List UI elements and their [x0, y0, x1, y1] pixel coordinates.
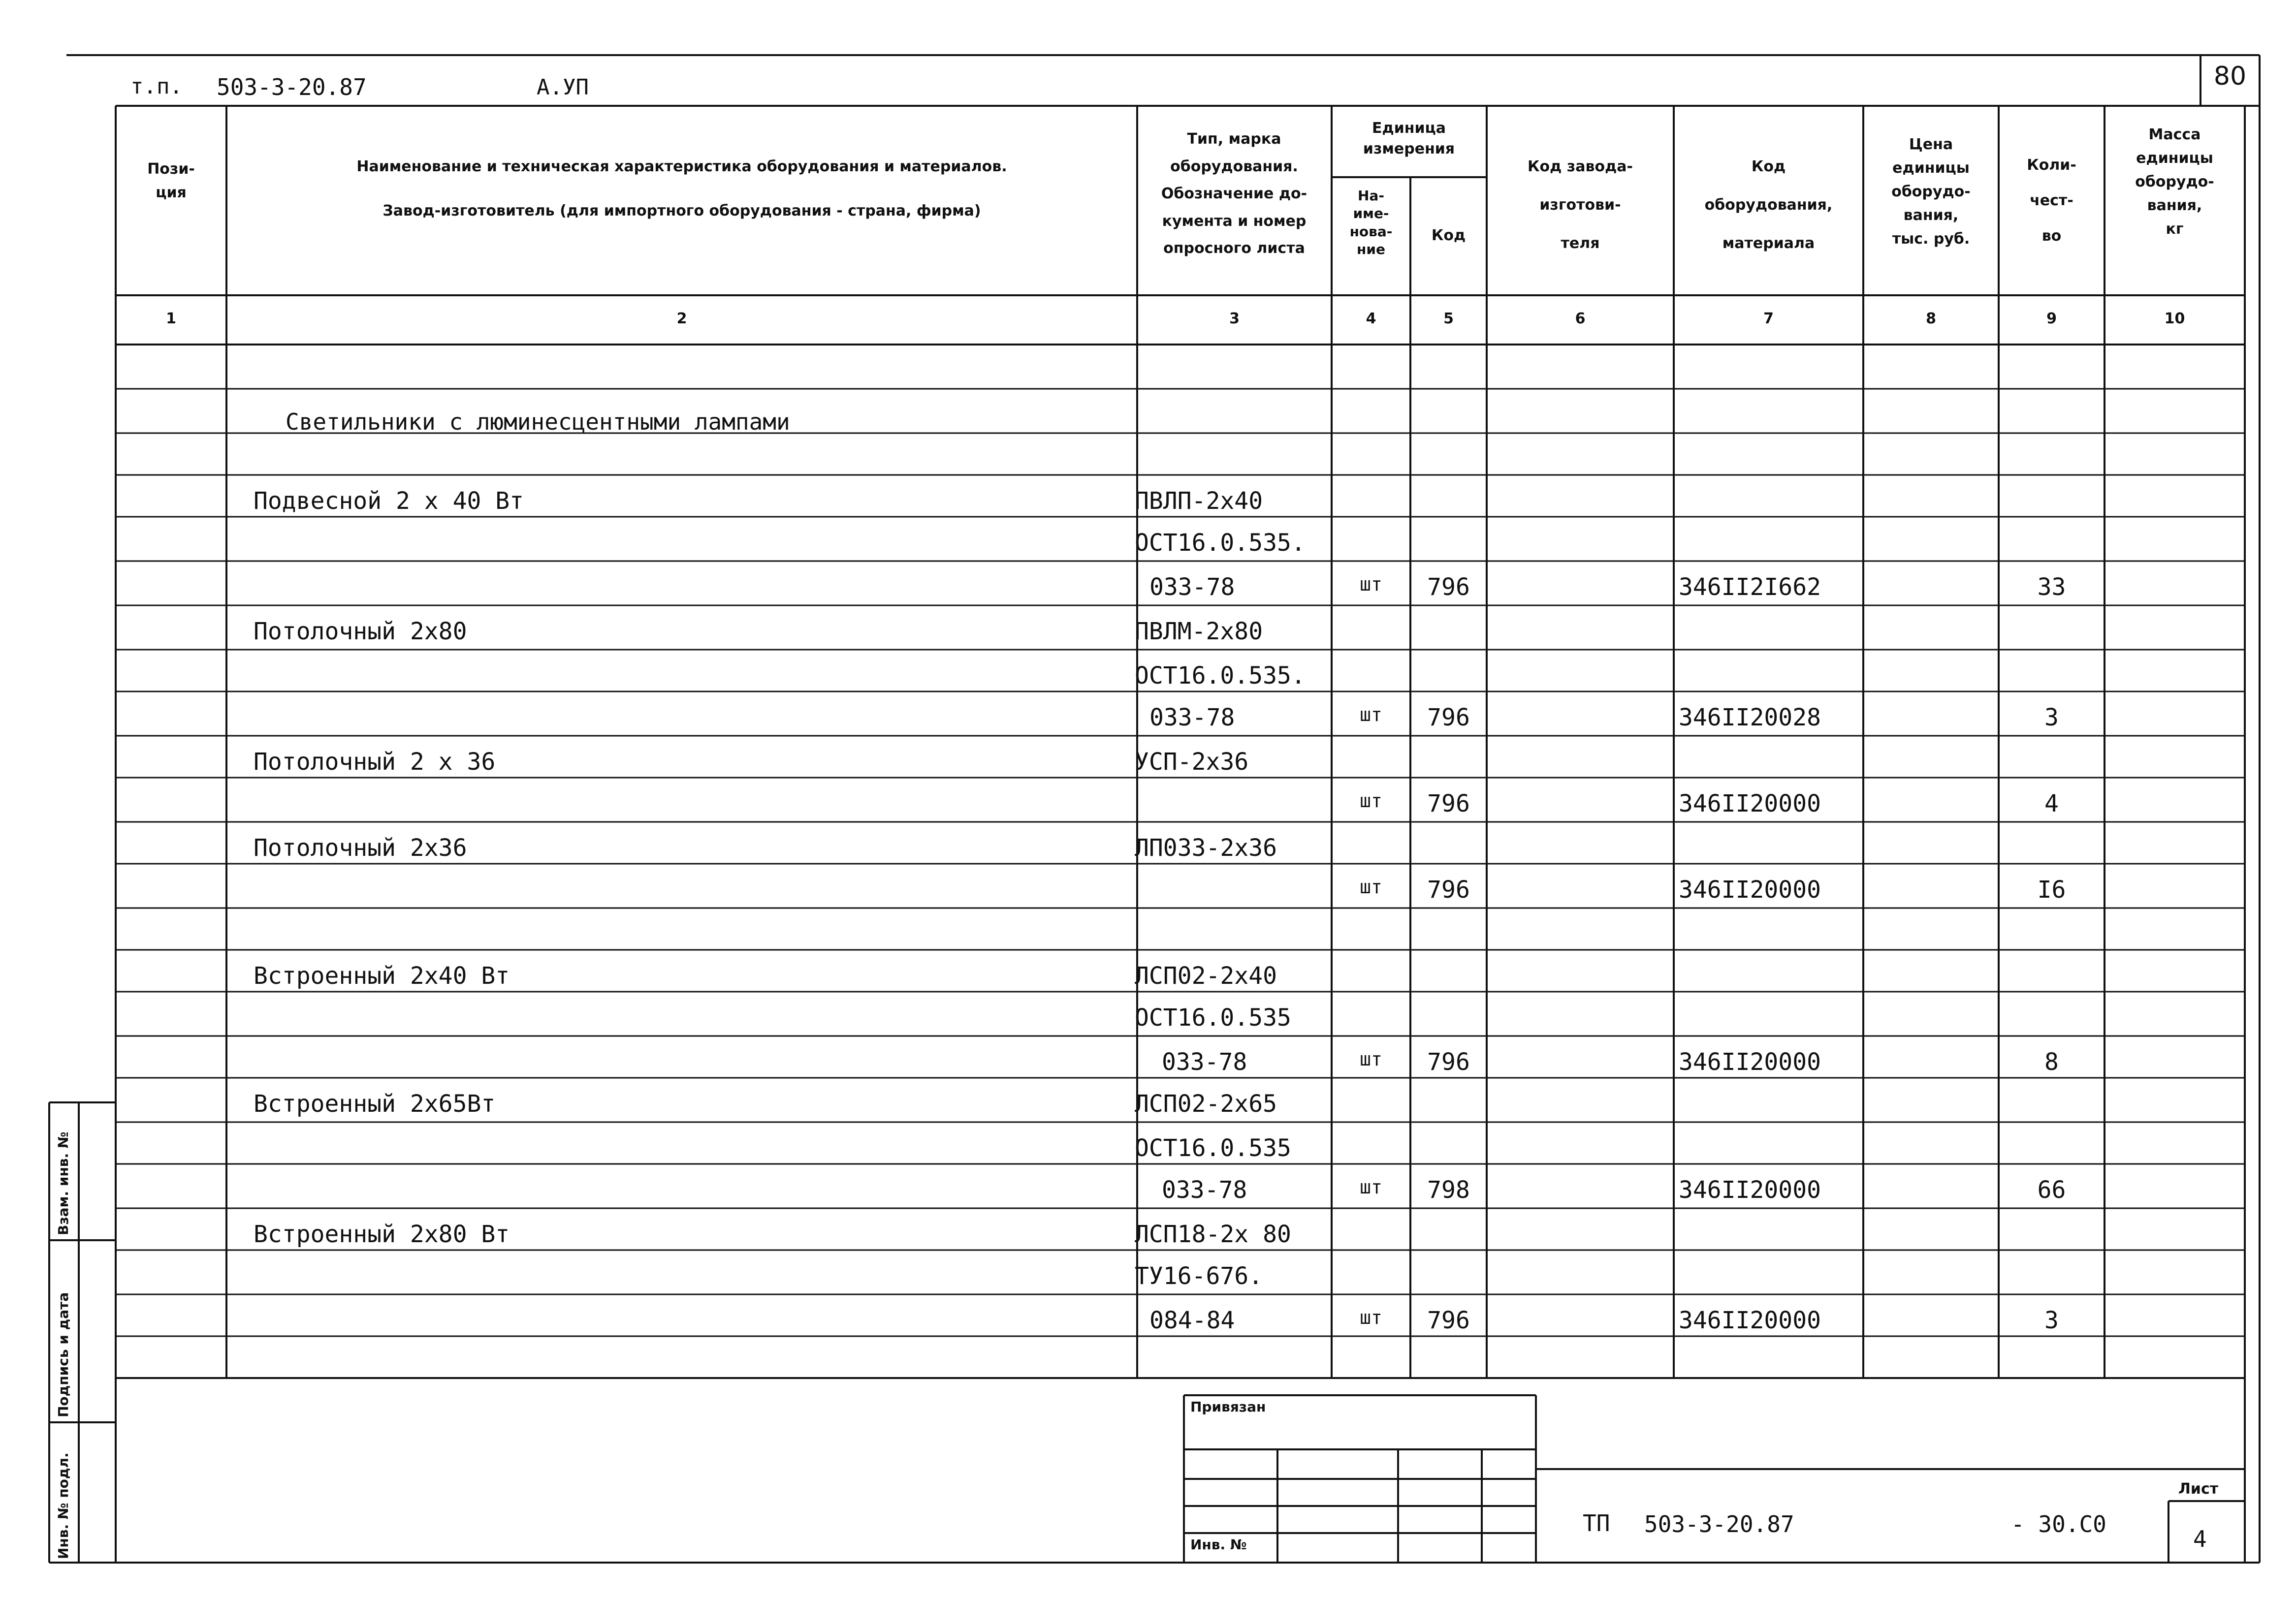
- row-quantity: 8: [2044, 1048, 2059, 1076]
- row-equip-code: 346II20000: [1679, 1307, 1821, 1334]
- row-type: УСП-2х36: [1135, 748, 1249, 776]
- stamp-bound-label: Привязан: [1190, 1399, 1266, 1415]
- row-unit-name: шт: [1360, 876, 1382, 898]
- album-label: А.УП: [537, 75, 589, 100]
- doc-code: 503-3-20.87: [217, 74, 367, 100]
- row-unit-code: 796: [1427, 1307, 1470, 1334]
- row-unit-name: шт: [1360, 1048, 1382, 1070]
- row-name: Встроенный 2х80 Вт: [254, 1221, 510, 1248]
- row-quantity: 33: [2037, 573, 2066, 601]
- section-title: Светильники с люминесцентными лампами: [286, 408, 790, 435]
- col-number-9: 9: [2046, 310, 2057, 327]
- row-quantity: I6: [2037, 876, 2066, 904]
- col-number-1: 1: [166, 310, 176, 327]
- header-maker-code: Код завода- изготови- теля: [1528, 158, 1633, 252]
- stamp-tp: ТП: [1583, 1510, 1610, 1536]
- row-equip-code: 346II20000: [1679, 876, 1821, 904]
- row-type: ЛСП18-2х 80: [1135, 1221, 1291, 1248]
- row-unit-name: шт: [1360, 790, 1382, 812]
- row-name: Встроенный 2х65Вт: [254, 1090, 496, 1118]
- side-label-signature: Подпись и дата: [55, 1292, 71, 1417]
- header-unit-group: Единица измерения: [1363, 120, 1455, 157]
- row-unit-name: шт: [1360, 573, 1382, 595]
- col-number-7: 7: [1763, 310, 1774, 327]
- row-equip-code: 346II20000: [1679, 790, 1821, 817]
- header-mass: Масса единицы оборудо- вания, кг: [2135, 126, 2214, 238]
- row-unit-code: 798: [1427, 1176, 1470, 1204]
- header-type: Тип, марка оборудования. Обозначение до- кумента и номер опросного листа: [1161, 130, 1307, 257]
- row-equip-code: 346II20028: [1679, 704, 1821, 731]
- side-label-inv-orig: Инв. № подл.: [55, 1452, 71, 1559]
- stamp-inv-label: Инв. №: [1190, 1536, 1247, 1553]
- row-name: Встроенный 2х40 Вт: [254, 962, 510, 990]
- stamp-sheet-label: Лист: [2178, 1480, 2219, 1498]
- row-type: ПВЛМ-2х80: [1135, 618, 1263, 645]
- row-type: 033-78: [1162, 1176, 1247, 1204]
- row-type: ОСТ16.0.535.: [1135, 529, 1306, 557]
- header-unit-name: На- име- нова- ние: [1349, 188, 1393, 258]
- stamp-suffix: - 30.C0: [2011, 1511, 2106, 1537]
- col-number-4: 4: [1366, 310, 1376, 327]
- row-unit-code: 796: [1427, 573, 1470, 601]
- header-name-line2: Завод-изготовитель (для импортного оборудования - страна, фирма): [383, 202, 981, 219]
- col-number-5: 5: [1443, 310, 1454, 327]
- stamp-sheet-number: 4: [2193, 1526, 2207, 1552]
- col-number-2: 2: [676, 310, 687, 327]
- row-unit-code: 796: [1427, 704, 1470, 731]
- row-type: ЛСП02-2х40: [1135, 962, 1277, 990]
- stamp-code: 503-3-20.87: [1644, 1511, 1794, 1537]
- col-number-8: 8: [1926, 310, 1936, 327]
- row-name: Подвесной 2 х 40 Вт: [254, 487, 524, 515]
- row-type: 084-84: [1149, 1307, 1235, 1334]
- row-quantity: 3: [2044, 704, 2059, 731]
- col-number-10: 10: [2164, 310, 2185, 327]
- row-type: 033-78: [1149, 704, 1235, 731]
- header-equip-code: Код оборудования, материала: [1704, 158, 1833, 252]
- side-label-replaced-inv: Взам. инв. №: [55, 1131, 71, 1235]
- col-number-3: 3: [1229, 310, 1240, 327]
- row-name: Потолочный 2 х 36: [254, 748, 496, 776]
- header-unit-code: Код: [1431, 227, 1466, 244]
- row-name: Потолочный 2х80: [254, 618, 467, 645]
- row-type: ЛСП02-2х65: [1135, 1090, 1277, 1118]
- header-quantity: Коли- чест- во: [2027, 157, 2076, 245]
- row-quantity: 4: [2044, 790, 2059, 817]
- row-type: ТУ16-676.: [1135, 1262, 1263, 1290]
- header-name-line1: Наименование и техническая характеристика оборудования и материалов.: [356, 158, 1007, 175]
- row-equip-code: 346II2I662: [1679, 573, 1821, 601]
- row-unit-name: шт: [1360, 704, 1382, 725]
- row-quantity: 3: [2044, 1307, 2059, 1334]
- row-type: ПВЛП-2х40: [1135, 487, 1263, 515]
- page-number: 80: [2213, 62, 2247, 91]
- col-number-6: 6: [1575, 310, 1586, 327]
- row-unit-name: шт: [1360, 1307, 1382, 1328]
- row-type: ОСТ16.0.535.: [1135, 662, 1306, 690]
- row-unit-code: 796: [1427, 790, 1470, 817]
- doc-prefix: т.п.: [130, 74, 183, 99]
- row-type: ЛП033-2х36: [1135, 834, 1277, 862]
- row-name: Потолочный 2х36: [254, 834, 467, 862]
- row-type: ОСТ16.0.535: [1135, 1134, 1291, 1162]
- row-equip-code: 346II20000: [1679, 1048, 1821, 1076]
- row-unit-code: 796: [1427, 876, 1470, 904]
- row-quantity: 66: [2037, 1176, 2066, 1204]
- row-type: 033-78: [1162, 1048, 1247, 1076]
- row-type: 033-78: [1149, 573, 1235, 601]
- header-position: Пози- ция: [147, 160, 195, 201]
- header-price: Цена единицы оборудо- вания, тыс. руб.: [1891, 136, 1971, 248]
- row-equip-code: 346II20000: [1679, 1176, 1821, 1204]
- row-unit-code: 796: [1427, 1048, 1470, 1076]
- row-unit-name: шт: [1360, 1176, 1382, 1198]
- row-type: ОСТ16.0.535: [1135, 1004, 1291, 1032]
